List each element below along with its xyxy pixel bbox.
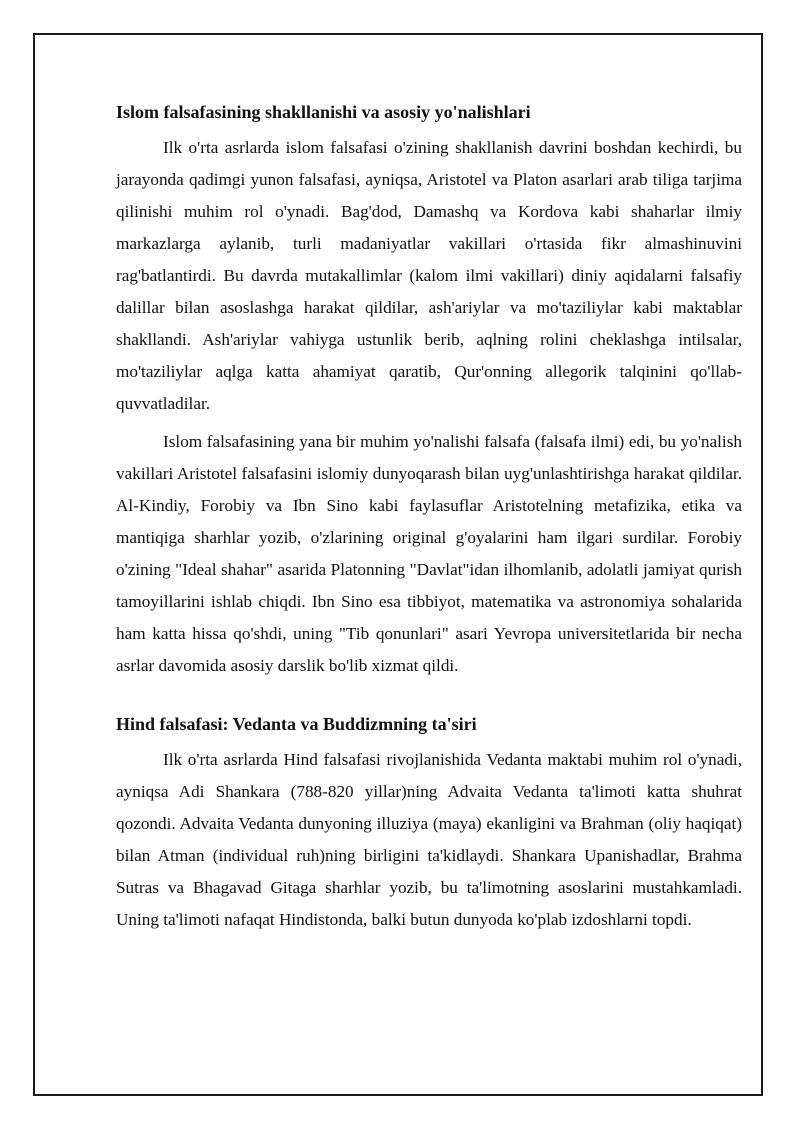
paragraph: Ilk o'rta asrlarda islom falsafasi o'zining shakllanish davrini boshdan kechirdi, bu jarayonda qadimgi yunon falsafasi, ayniqsa, Aristotel va Platon asarlari arab tiliga tarjima qilinishi muhim rol o'ynadi. Bag'dod, Damashq va Kordova kabi shaharlar ilmiy markazlarga aylanib, turli madaniyatlar vakillari o'rtasida fikr almashinuvini rag'batlantirdi. Bu davrda mutakallimlar (kalom ilmi vakillari) diniy aqidalarni falsafiy dalillar bilan asoslashga harakat qildilar, ash'ariylar va mo'taziliylar kabi maktablar shakllandi. Ash'ariylar vahiyga ustunlik berib, aqlning rolini cheklashga intilsalar, mo'taziliylar aqlga katta ahamiyat qaratib, Qur'onning allegorik talqinini qo'llab-quvvatladilar. (116, 138, 742, 413)
paragraph: Islom falsafasining yana bir muhim yo'nalishi falsafa (falsafa ilmi) edi, bu yo'nalish vakillari Aristotel falsafasini islomiy dunyoqarash bilan uyg'unlashtirishga harakat qildilar. Al-Kindiy, Forobiy va Ibn Sino kabi faylasuflar Aristotelning metafizika, etika va mantiqiga sharhlar yozib, o'zlarining original g'oyalarini ham ilgari surdilar. Forobiy o'zining "Ideal shahar" asarida Platonning "Davlat"idan ilhomlanib, adolatli jamiyat qurish tamoyillarini ishlab chiqdi. Ibn Sino esa tibbiyot, matematika va astronomiya sohalarida ham katta hissa qo'shdi, uning "Tib qonunlari" asari Yevropa universitetlarida bir necha asrlar davomida asosiy darslik bo'lib xizmat qildi. (116, 432, 742, 675)
paragraph: Ilk o'rta asrlarda Hind falsafasi rivojlanishida Vedanta maktabi muhim rol o'ynadi, ayniqsa Adi Shankara (788-820 yillar)ning Advaita Vedanta ta'limoti katta shuhrat qozondi. Advaita Vedanta dunyoning illuziya (maya) ekanligini va Brahman (oliy haqiqat) bilan Atman (individual ruh)ning birligini ta'kidlaydi. Shankara Upanishadlar, Brahma Sutras va Bhagavad Gitaga sharhlar yozib, bu ta'limotning asoslarini mustahkamladi. Uning ta'limoti nafaqat Hindistonda, balki butun dunyoda ko'plab izdoshlarni topdi. (116, 750, 742, 929)
document-body (116, 96, 742, 936)
section-heading-islamic-philosophy: Islom falsafasining shakllanishi va asosiy yo'nalishlari (116, 102, 531, 122)
section-heading-indian-philosophy: Hind falsafasi: Vedanta va Buddizmning ta'siri (116, 714, 477, 734)
